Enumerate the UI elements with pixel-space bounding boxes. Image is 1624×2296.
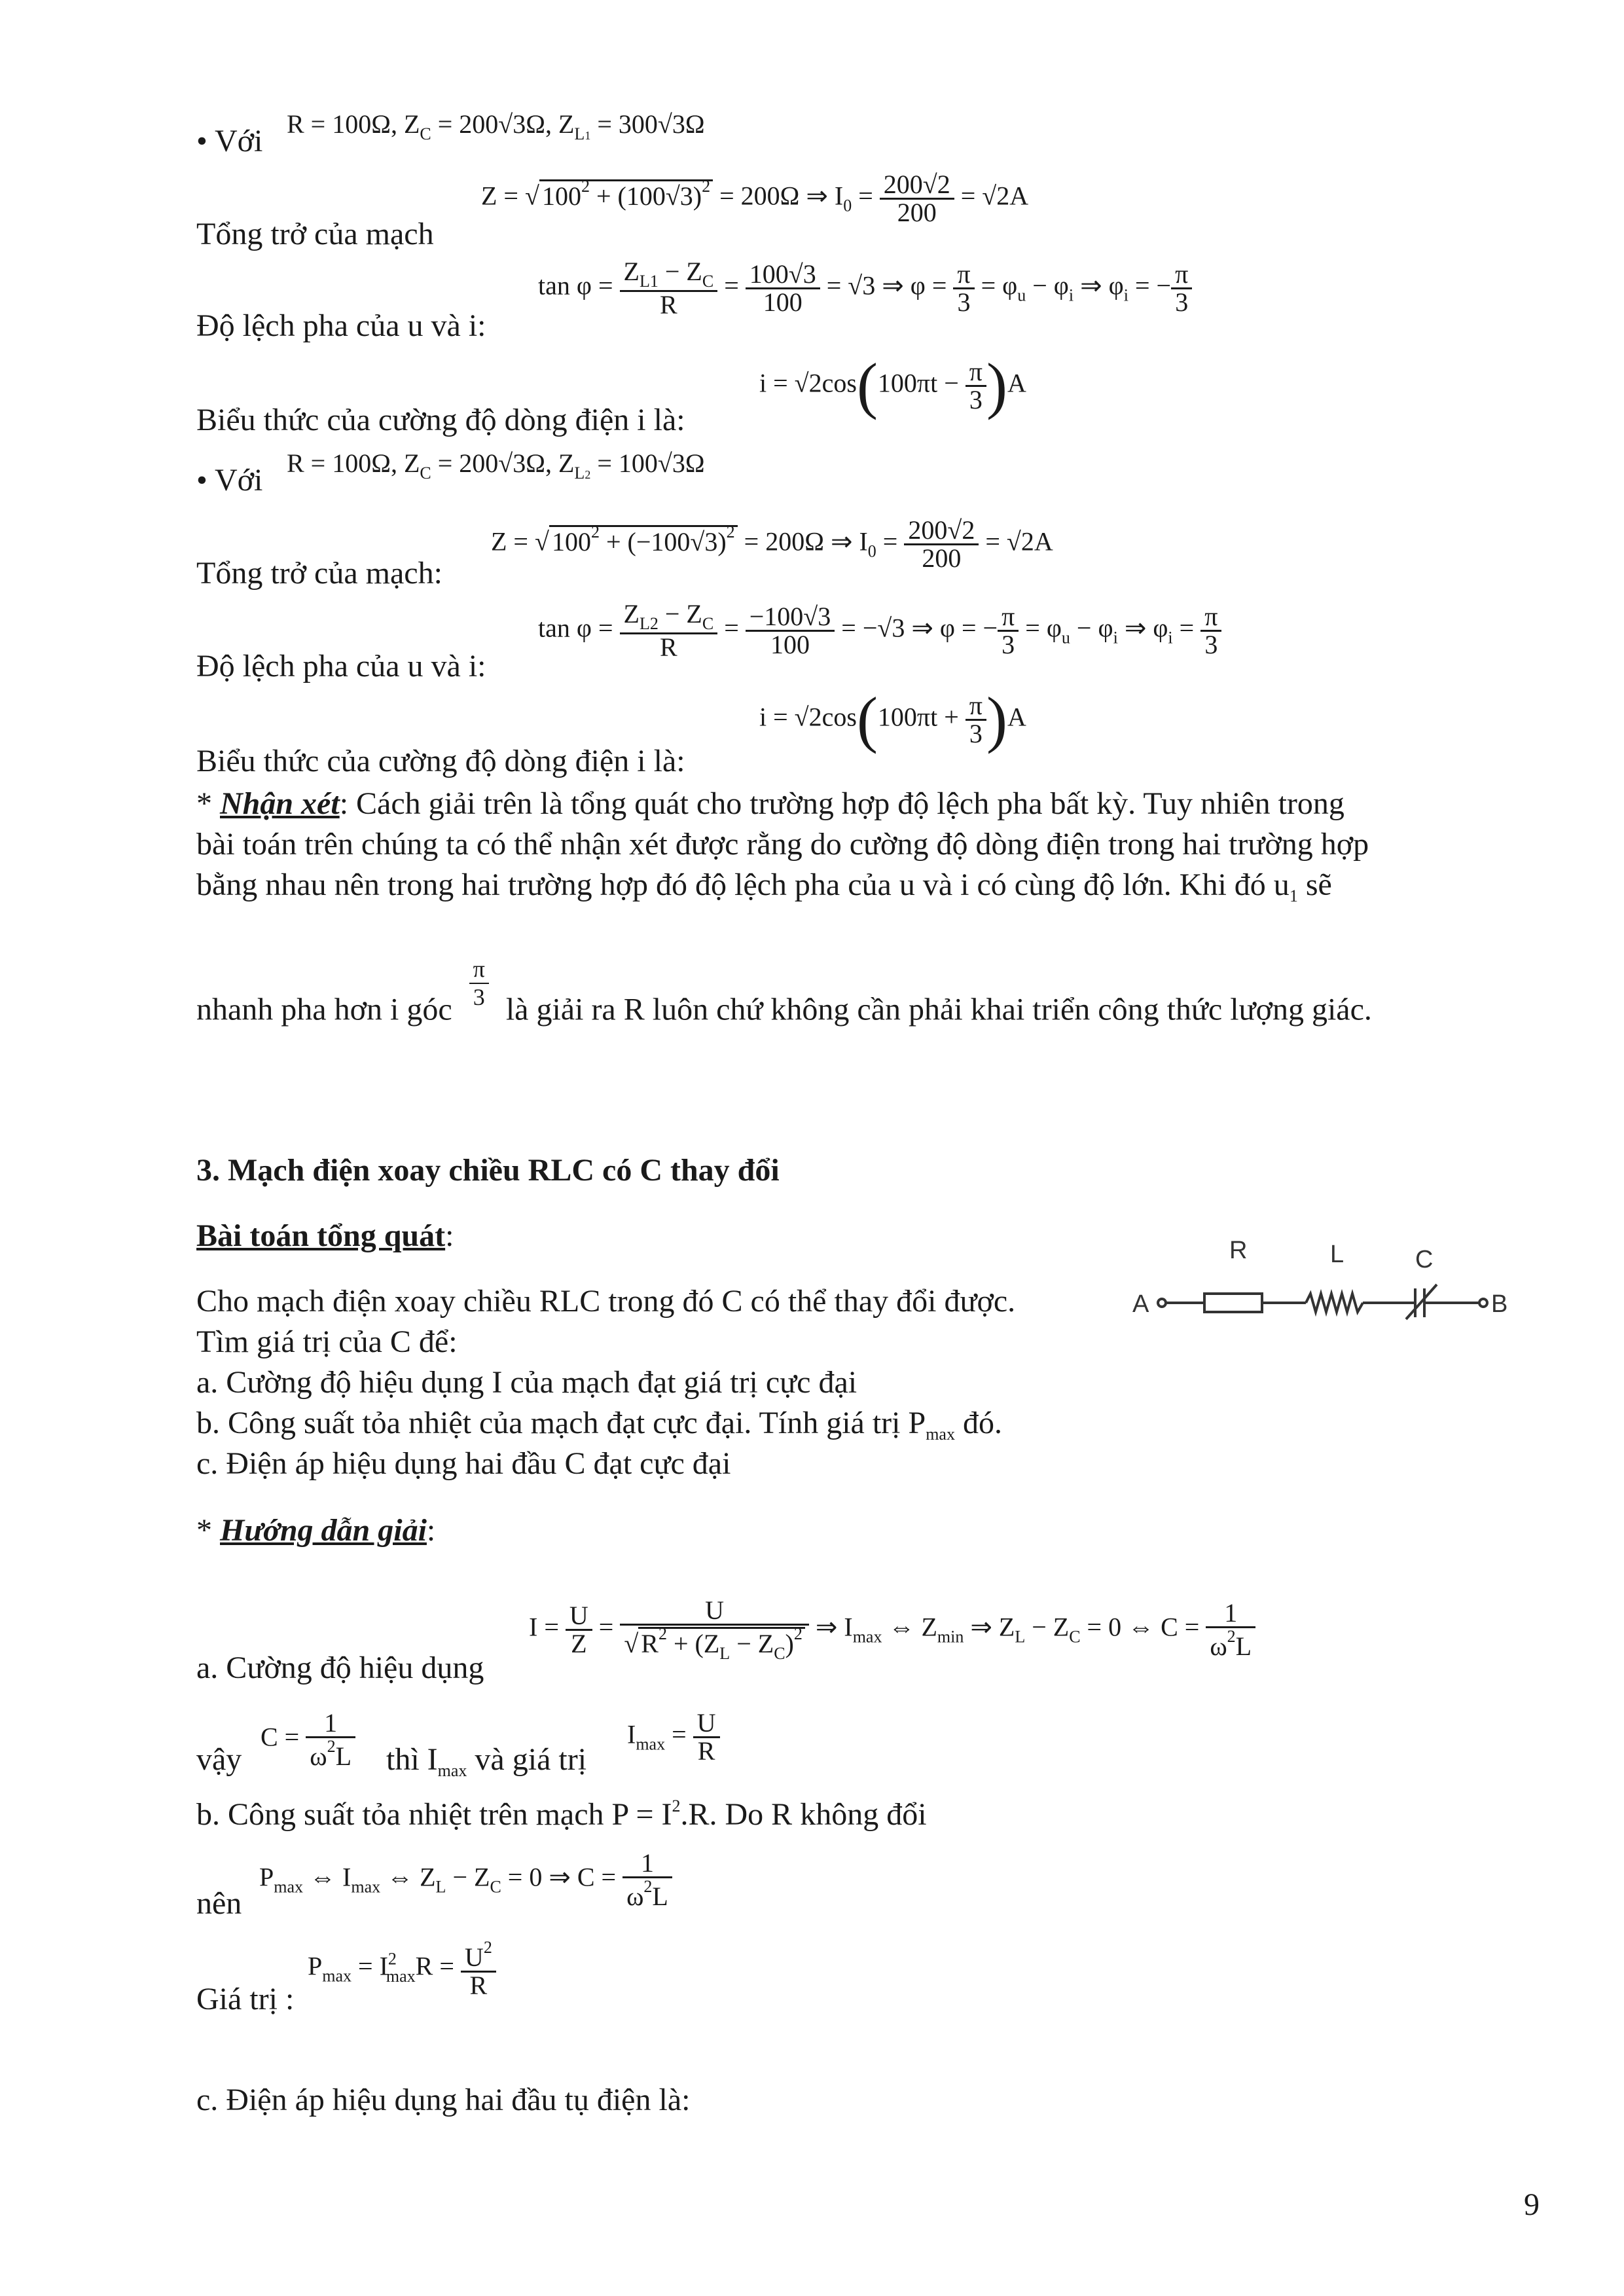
case2-phase-formula: tan φ = $\frac{Z_{L2} - Z_C}{R}$ = $\frac{-100√3}{100}$ = −√3 ⇒ φ = − $\frac{\pi}{3}$ = $\varphi_u - \varphi_i$ ⇒ $\varphi_i$ = $\frac{\pi}{3}$: [538, 601, 1221, 661]
case2-current-formula: i = √2cos(100πt + $\frac{\pi}{3}$ )A: [759, 684, 1026, 755]
case1-bullet: • Với: [196, 124, 263, 158]
solution-a-label: a. Cường độ hiệu dụng: [196, 1650, 484, 1685]
remark-line3: bằng nhau nên trong hai trường hợp đó độ lệch pha của u và i có cùng độ lớn. Khi đó $u_1$ sẽ: [196, 867, 1332, 905]
circuit-label-L: L: [1330, 1241, 1344, 1268]
solution-a-formula: I = $\frac{U}{Z}$ = $\frac{U}{√ R^2 + (Z_L - Z_C)^2}$ ⇒ $I_{max}$ ⇔ $Z_{min}$ ⇒ $Z_L - Z_C = 0$ ⇔ C = $\frac{1}{\omega^2L}$: [529, 1597, 1255, 1662]
resistor-symbol: [1204, 1294, 1262, 1312]
remark-line1: * Nhận xét: Cách giải trên là tổng quát cho trường hợp độ lệch pha bất kỳ. Tuy nhiên trong: [196, 786, 1344, 821]
solution-title: Hướng dẫn giải: [220, 1513, 427, 1548]
section-heading: 3. Mạch điện xoay chiều RLC có C thay đổi: [196, 1153, 780, 1188]
solution-thi-text: thì $I_{max}$ và giá trị: [386, 1742, 587, 1780]
problem-item-b: b. Công suất tỏa nhiệt của mạch đạt cực đại. Tính giá trị $P_{max}$ đó.: [196, 1406, 1002, 1444]
case1-phase-formula: tan φ = $\frac{Z_{L1} - Z_C}{R}$ = $\frac{100√3}{100}$ = √3 ⇒ φ = $\frac{\pi}{3}$ = $\varphi_u - \varphi_i$ ⇒ $\varphi_i$ = − $\frac{\pi}{3}$: [538, 259, 1192, 318]
circuit-label-B: B: [1491, 1290, 1508, 1318]
case1-current-label: Biểu thức của cường độ dòng điện i là:: [196, 403, 685, 437]
case1-phase-label: Độ lệch pha của u và i:: [196, 308, 486, 343]
case1-given-formula: R = 100Ω, $Z_C = 200√3\Omega$, $Z_{L1} = 300√3\Omega$: [287, 109, 705, 143]
case2-impedance-formula: Z = √ $100^2 + (-100√3)^2 = 200\Omega$ ⇒ $I_0$ = $\frac{200√2}{200}$ = √2A: [491, 515, 1053, 573]
circuit-label-A: A: [1132, 1290, 1149, 1318]
case2-phase-label: Độ lệch pha của u và i:: [196, 649, 486, 683]
solution-gt-formula: $P_{max} = I^2_{max}R$ = $\frac{U^2}{R}$: [308, 1939, 496, 1999]
remark-line2: bài toán trên chúng ta có thể nhận xét được rằng do cường độ dòng điện trong hai trường hợp: [196, 827, 1369, 862]
rlc-circuit-diagram: [1132, 1231, 1525, 1349]
solution-imax-formula: $I_{max}$ = $\frac{U}{R}$: [627, 1710, 720, 1764]
remark-line4: nhanh pha hơn i góc $\frac{\pi}{3}$ là giải ra R luôn chứ không cần phải khai triển công thức lượng giác.: [196, 956, 1372, 1027]
problem-find: Tìm giá trị của C để:: [196, 1324, 458, 1359]
remark-pi-over-3: $\frac{\pi}{3}$: [469, 956, 489, 1011]
solution-gt-label: Giá trị :: [196, 1982, 295, 2016]
circuit-label-C: C: [1415, 1246, 1434, 1273]
page-number: 9: [1524, 2187, 1540, 2222]
problem-item-a: a. Cường độ hiệu dụng I của mạch đạt giá trị cực đại: [196, 1365, 857, 1400]
problem-text: Cho mạch điện xoay chiều RLC trong đó C có thể thay đổi được.: [196, 1284, 1016, 1319]
case2-bullet: • Với: [196, 463, 263, 498]
solution-nen-formula: $P_{max}$ ⇔ $I_{max}$ ⇔ $Z_L - Z_C = 0$ ⇒ C = $\frac{1}{\omega^2L}$: [259, 1850, 672, 1910]
case1-current-formula: i = √2cos(100πt − $\frac{\pi}{3}$ )A: [759, 350, 1026, 421]
case2-impedance-label: Tổng trở của mạch:: [196, 556, 442, 591]
remark-title: Nhận xét: [220, 786, 340, 821]
inductor-symbol: [1306, 1294, 1363, 1312]
solution-vay-label: vậy: [196, 1742, 242, 1777]
case2-given-formula: R = 100Ω, $Z_C = 200√3\Omega$, $Z_{L2} = 100√3\Omega$: [287, 448, 705, 483]
solution-c-label: c. Điện áp hiệu dụng hai đầu tụ điện là:: [196, 2083, 691, 2117]
problem-item-c: c. Điện áp hiệu dụng hai đầu C đạt cực đại: [196, 1446, 731, 1481]
terminal-b: [1479, 1299, 1487, 1307]
terminal-a: [1158, 1299, 1166, 1307]
solution-vay-formula: C = $\frac{1}{\omega^2L}$: [261, 1710, 355, 1770]
problem-title-line: Bài toán tổng quát:: [196, 1218, 454, 1253]
case1-impedance-label: Tổng trở của mạch: [196, 217, 434, 251]
circuit-label-R: R: [1229, 1237, 1248, 1264]
case1-impedance-formula: Z = √ $100^2 + (100√3)^2 = 200\Omega$ ⇒ $I_0$ = $\frac{200√2}{200}$ = √2A: [481, 170, 1029, 227]
solution-title-line: * Hướng dẫn giải:: [196, 1513, 436, 1548]
solution-nen-label: nên: [196, 1886, 242, 1921]
problem-title: Bài toán tổng quát: [196, 1218, 446, 1253]
case2-current-label: Biểu thức của cường độ dòng điện i là:: [196, 744, 685, 778]
solution-b-label: b. Công suất tỏa nhiệt trên mạch $P = I^2.R$. Do R không đổi: [196, 1796, 927, 1832]
